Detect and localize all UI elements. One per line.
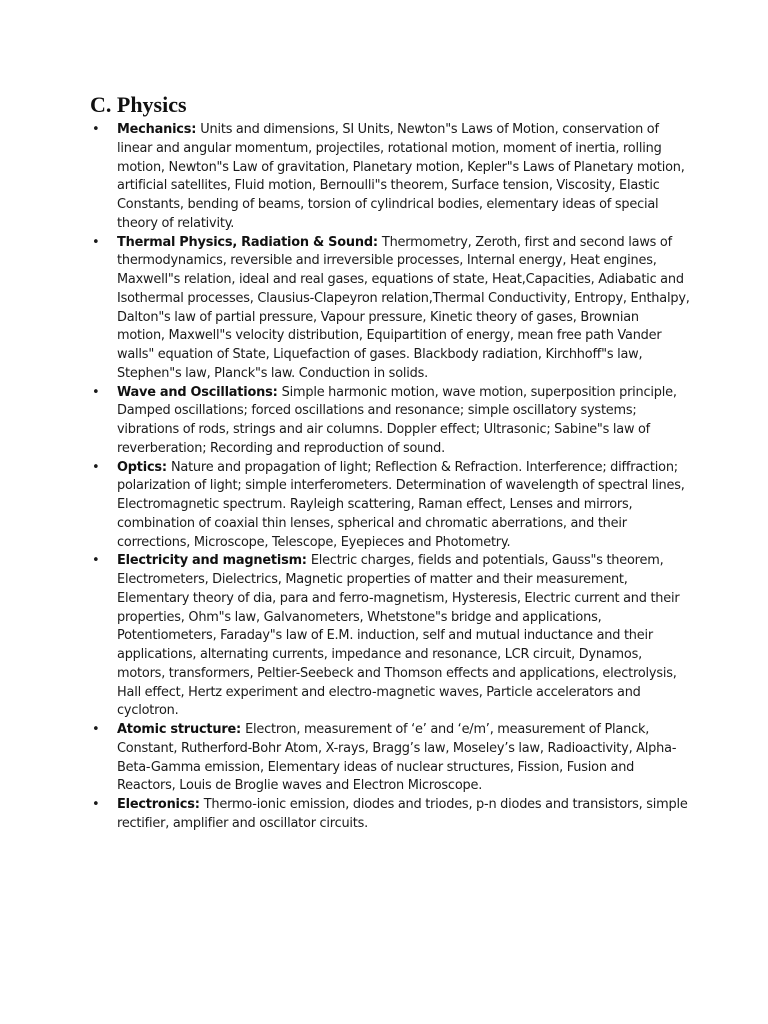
topic-title: Atomic structure: [117,722,246,737]
bullet-icon: • [92,797,100,812]
topic-text: Electron, measurement of ‘e’ and ‘e/m’, measurement of Planck, Constant, Rutherford-Bohr Atom, X-rays, Bragg’s law, Moseley’s law, Radioactivity, Alpha-Beta-Gamma emission, Elementary ideas of nuclear structures, Fission, Fusion and Reactors, Louis de Broglie waves and Electron Microscope. [117,722,677,794]
topic-title: Thermal Physics, Radiation & Sound: [117,234,382,250]
topic-atomic-structure [90,721,690,796]
topic-text: Electric charges, fields and potentials, Gauss"s theorem, Electrometers, Dielectrics, Magnetic properties of matter and their measurement, Elementary theory of dia, para and ferro-magnetism, Hysteresis, Electric current and their properties, Ohm"s law, Galvanometers, Whetstone"s bridge and applications, Potentiometers, Faraday"s law of E.M. induction, self and mutual inductance and their applications, alternating currents, impedance and resonance, LCR circuit, Dynamos, motors, transformers, Peltier-Seebeck and Thomson effects and applications, electrolysis, Hall effect, Hertz experiment and electro-magnetic waves, Particle accelerators and cyclotron. [117,553,680,719]
topic-title: Electronics: [117,797,204,812]
bullet-icon: • [92,722,100,737]
page-title: C. Physics [90,92,187,117]
bullet-icon: • [92,553,100,569]
topic-text: Nature and propagation of light; Reflection & Refraction. Interference; diffraction; polarization of light; simple interferometers. Determination of wavelength of spectral lines, Electromagnetic spectrum. Rayleigh scattering, Raman effect, Lenses and mirrors, combination of coaxial thin lenses, spherical and chromatic aberrations, and their corrections, Microscope, Telescope, Eyepieces and Photometry. [117,459,685,550]
topic-electronics [90,796,690,834]
topic-thermal-physics [90,234,690,384]
topic-text: Thermometry, Zeroth, first and second laws of thermodynamics, reversible and irreversible processes, Internal energy, Heat engines, Maxwell"s relation, ideal and real gases, equations of state, Heat,Capacities, Adiabatic and Isothermal processes, Clausius-Clapeyron relation,Thermal Conductivity, Entropy, Enthalpy, Dalton"s law of partial pressure, Vapour pressure, Kinetic theory of gases, Brownian motion, Maxwell"s velocity distribution, Equipartition of energy, mean free path Vander walls" equation of State, Liquefaction of gases. Blackbody radiation, Kirchhoff"s law, Stephen"s law, Planck"s law. Conduction in solids. [117,234,690,381]
topic-optics [90,459,690,553]
topic-title: Mechanics: [117,122,201,137]
topic-list [90,121,690,834]
topic-wave-oscillations [90,384,690,459]
bullet-icon: • [92,384,100,400]
topic-electricity-magnetism [90,552,690,721]
topic-title: Optics: [117,459,171,475]
bullet-icon: • [92,459,100,475]
bullet-icon: • [92,234,100,250]
topic-text: Units and dimensions, SI Units, Newton"s Laws of Motion, conservation of linear and angular momentum, projectiles, rotational motion, moment of inertia, rolling motion, Newton"s Law of gravitation, Planetary motion, Kepler"s Laws of Planetary motion, artificial satellites, Fluid motion, Bernoulli"s theorem, Surface tension, Viscosity, Elastic Constants, bending of beams, torsion of cylindrical bodies, elementary ideas of special theory of relativity. [117,122,685,231]
topic-text: Simple harmonic motion, wave motion, superposition principle, Damped oscillations; forced oscillations and resonance; simple oscillatory systems; vibrations of rods, strings and air columns. Doppler effect; Ultrasonic; Sabine"s law of reverberation; Recording and reproduction of sound. [117,384,677,456]
bullet-icon: • [92,122,100,137]
topic-title: Wave and Oscillations: [117,384,282,400]
topic-text: Thermo-ionic emission, diodes and triodes, p-n diodes and transistors, simple rectifier, amplifier and oscillator circuits. [117,797,688,831]
topic-title: Electricity and magnetism: [117,553,311,569]
topic-mechanics [90,121,690,234]
